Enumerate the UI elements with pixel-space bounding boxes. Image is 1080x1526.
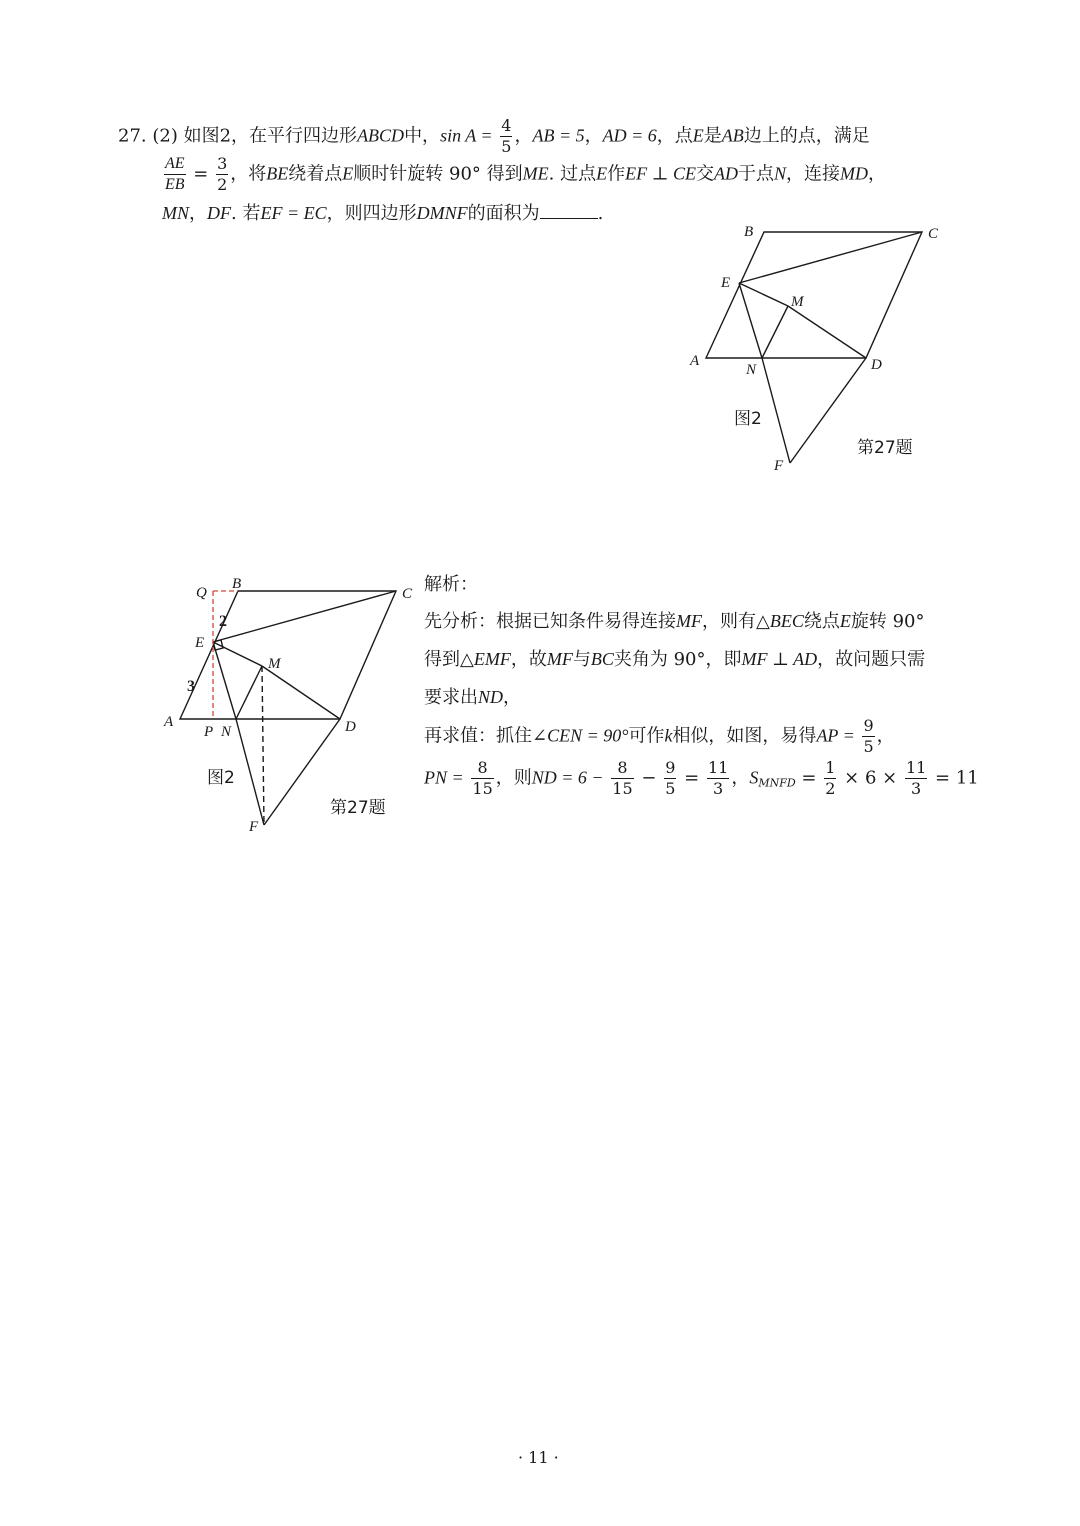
solution-line-4: 再求值：抓住∠CEN = 90°可作k相似，如图，易得AP = $\frac{9}{5}$ ， [424, 716, 895, 756]
fig1-label-D: D [871, 357, 882, 373]
fig1-label-A: A [690, 353, 700, 369]
problem-line-2: $\frac{AE}{EB}$ = $\frac{3}{2}$ ，将BE绕着点E顺时针旋转 90° 得到ME. 过点E作EF ⊥ CE交AD于点N，连接MD， [165, 154, 887, 194]
fig2-label-F: F [249, 819, 259, 835]
fig1-segment-MN [762, 306, 788, 358]
fig2-label-B: B [232, 576, 242, 592]
fig1-label-C: C [928, 226, 939, 242]
problem-line-1: 27. (2) 如图2，在平行四边形ABCD中，sin A = $\frac{4}{5}$ ，AB = 5，AD = 6，点E是AB边上的点，满足 [118, 116, 870, 156]
fraction-sin: $\frac{4}{5}$ [501, 116, 512, 156]
fig2-length-3: 3 [187, 678, 195, 695]
fig2-segment-EC [213, 591, 396, 642]
fig2-label-P: P [204, 724, 214, 740]
fraction-ratio: $\frac{AE}{EB}$ [165, 155, 185, 193]
figure-1 [680, 220, 960, 480]
fig2-segment-NF [236, 719, 264, 825]
fig2-label-M: M [268, 656, 281, 672]
problem-number: 27. [118, 125, 147, 147]
solution-line-1: 先分析：根据已知条件易得连接MF，则有△BEC绕点E旋转 90° [424, 611, 925, 632]
solution-line-5: PN = $\frac{8}{15}$ ，则ND = 6 − $\frac{8}{15}$ − $\frac{9}{5}$ = $\frac{11}{3}$ ，$S_{MNFD}$ = $\frac{1}{2}$ × 6 × $\frac{11}{3}$ = 11 [424, 758, 979, 798]
fig2-label-Q: Q [196, 585, 207, 601]
fig1-segment-EC [739, 232, 922, 283]
fraction-half: $\frac{1}{2}$ [825, 758, 836, 798]
fig2-length-2: 2 [219, 613, 227, 630]
fig2-caption: 图2 [207, 768, 235, 788]
figure-2 [160, 570, 420, 840]
fraction-ratio-value: $\frac{3}{2}$ [217, 154, 228, 194]
fig2-segment-EN [213, 642, 236, 719]
answer-blank [540, 204, 598, 219]
fraction-ND-2: $\frac{9}{5}$ [665, 758, 676, 798]
fraction-ND-3: $\frac{11}{3}$ [707, 758, 729, 798]
fig1-label-E: E [721, 275, 731, 291]
fig1-caption: 图2 [734, 409, 762, 429]
fig2-label-A: A [164, 714, 174, 730]
problem-line-3: MN，DF. 若EF = EC，则四边形DMNF的面积为 . [162, 203, 604, 224]
fraction-AP: $\frac{9}{5}$ [863, 716, 874, 756]
fig2-dashed-MF [262, 666, 264, 825]
fig1-label-N: N [746, 362, 757, 378]
fig2-label-D: D [345, 719, 356, 735]
fig1-segment-NF [762, 358, 790, 463]
page-number: · 11 · [518, 1448, 559, 1467]
fig2-label-E: E [195, 635, 205, 651]
fig2-segment-MN [236, 666, 262, 719]
fig1-segment-EM [739, 283, 788, 306]
fig1-title: 第27题 [857, 438, 913, 458]
fig2-segment-EM [213, 642, 262, 666]
fig1-segment-DF [790, 358, 866, 463]
fig1-label-F: F [774, 458, 784, 474]
fig2-segment-MD [262, 666, 340, 719]
fig1-parallelogram [706, 232, 922, 358]
fig1-segment-MD [788, 306, 866, 358]
solution-heading: 解析： [424, 574, 478, 595]
fraction-ND-1: $\frac{8}{15}$ [612, 758, 633, 798]
solution-line-2: 得到△EMF，故MF与BC夹角为 90°，即MF ⊥ AD，故问题只需 [424, 649, 926, 670]
fig1-label-B: B [744, 224, 754, 240]
fig2-label-C: C [402, 586, 413, 602]
fig2-title: 第27题 [330, 798, 386, 818]
fraction-S3: $\frac{11}{3}$ [905, 758, 927, 798]
fig1-label-M: M [791, 294, 804, 310]
fig1-segment-EN [739, 283, 762, 358]
fig2-segment-DF [264, 719, 340, 825]
fig2-label-N: N [221, 724, 232, 740]
fraction-PN: $\frac{8}{15}$ [472, 758, 493, 798]
solution-line-3: 要求出ND， [424, 687, 522, 708]
